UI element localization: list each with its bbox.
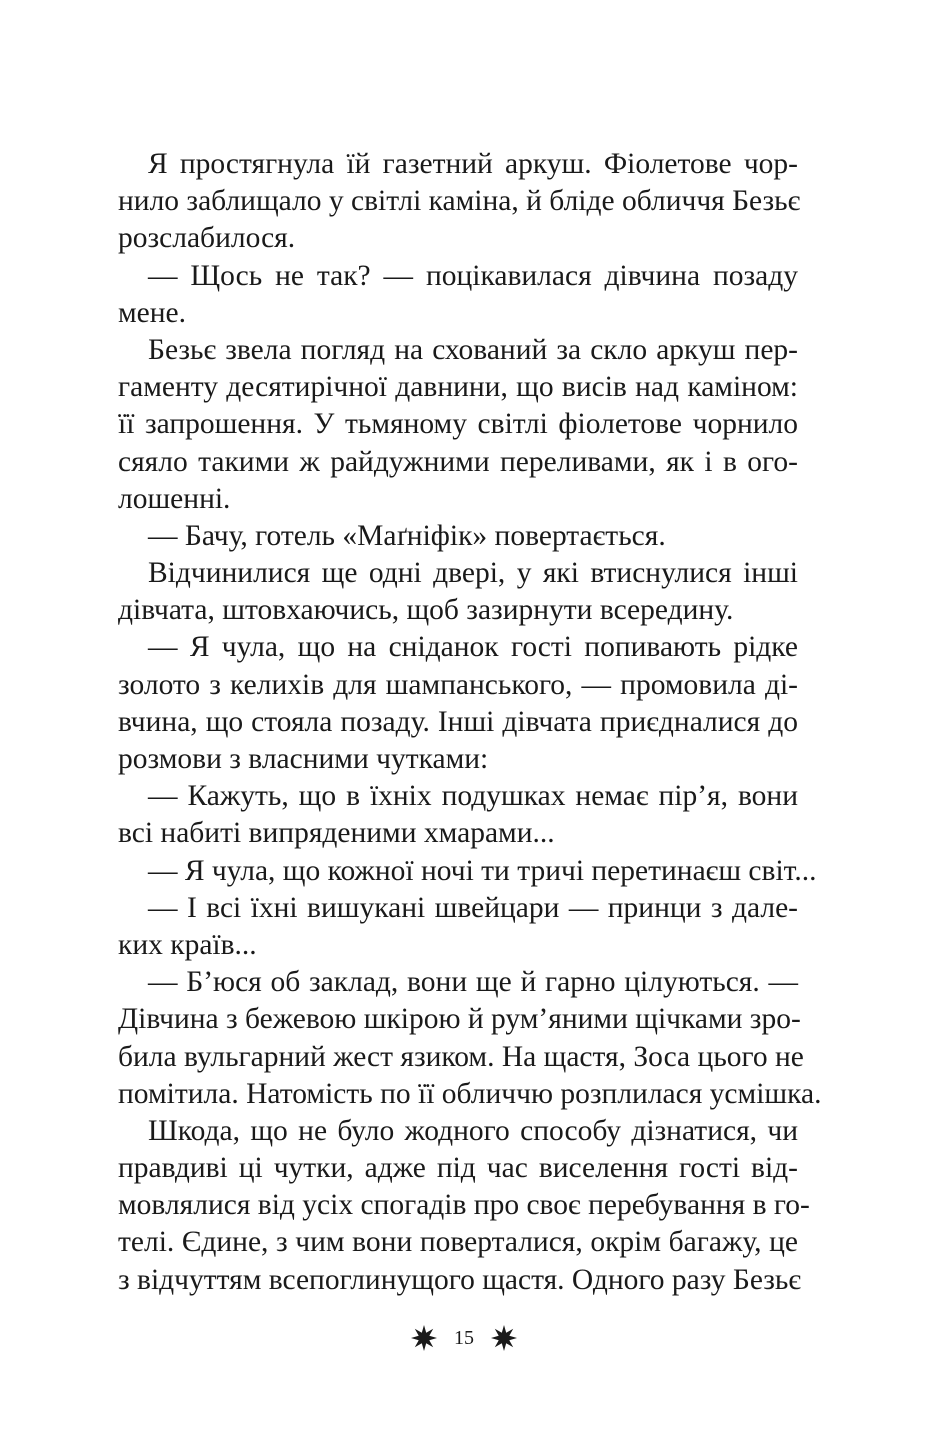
star-ornament-left-icon [410,1324,438,1352]
text-line: правдиві ці чутки, адже під час виселення гості від- [118,1152,798,1185]
paragraph [118,853,817,890]
text-line: телі. Єдине, з чим вони поверталися, окрім багажу, це [118,1226,798,1259]
text-line: — Я чула, що на сніданок гості попивають рідке [148,631,798,664]
text-line: била вульгарний жест язиком. На щастя, Зоса цього не [118,1040,804,1073]
text-line: Дівчина з бежевою шкірою й рум’яними щічками зро- [118,1003,801,1036]
paragraph [118,518,798,555]
text-line: дівчата, штовхаючись, щоб зазирнути всередину. [118,594,734,627]
text-line: сяяло такими ж райдужними переливами, як і в ого- [118,445,798,478]
text-line: всі набиті випряденими хмарами... [118,817,555,850]
text-line: — Я чула, що кожної ночі ти тричі перетинаєш світ... [148,854,817,887]
text-line: Шкода, що не було жодного способу дізнатися, чи [148,1114,798,1147]
text-line: помітила. Натомість по її обличчю розплилася усмішка. [118,1077,822,1110]
page-number: 15 [454,1327,474,1349]
page-footer [0,1318,928,1358]
text-line: розслабилося. [118,222,296,255]
text-line: — Кажуть, що в їхніх подушках немає пір’я, вони [148,780,798,813]
text-line: з відчуттям всепоглинущого щастя. Одного разу Безьє [118,1263,802,1296]
text-line: лошенні. [118,482,231,515]
star-ornament-right-icon [490,1324,518,1352]
paragraph [118,555,798,629]
paragraph [118,964,822,1113]
paragraph [118,629,798,778]
text-line: нило заблищало у світлі каміна, й бліде обличчя Безьє [118,185,801,218]
text-line: золото з келихів для шампанського, — промовила ді- [118,668,798,701]
paragraph [118,890,798,964]
text-line: Відчинилися ще одні двері, у які втиснулися інші [148,557,798,590]
paragraph [118,146,801,258]
paragraph [118,258,798,332]
text-line: Я простягнула їй газетний аркуш. Фіолетове чор- [148,148,798,180]
text-line: її запрошення. У тьмяному світлі фіолетове чорнило [118,408,798,441]
paragraph [118,332,798,518]
text-line: мене. [118,296,187,329]
page-text [118,146,822,1299]
text-line: Безьє звела погляд на схований за скло аркуш пер- [148,333,798,366]
text-line: — Щось не так? — поцікавилася дівчина позаду [148,259,798,292]
text-line: ких країв... [118,928,257,961]
text-line: — Б’юся об заклад, вони ще й гарно цілуються. — [148,966,798,999]
text-line: вчина, що стояла позаду. Інші дівчата приєдналися до [118,705,798,738]
text-line: мовлялися від усіх спогадів про своє перебування в го- [118,1189,810,1222]
paragraph [118,1113,810,1299]
paragraph [118,778,798,852]
text-line: гаменту десятирічної давнини, що висів над каміном: [118,371,798,404]
text-line: розмови з власними чутками: [118,743,489,775]
text-line: — Бачу, готель «Маґніфік» повертається. [148,519,666,552]
text-line: — І всі їхні вишукані швейцари — принци з дале- [148,891,798,924]
